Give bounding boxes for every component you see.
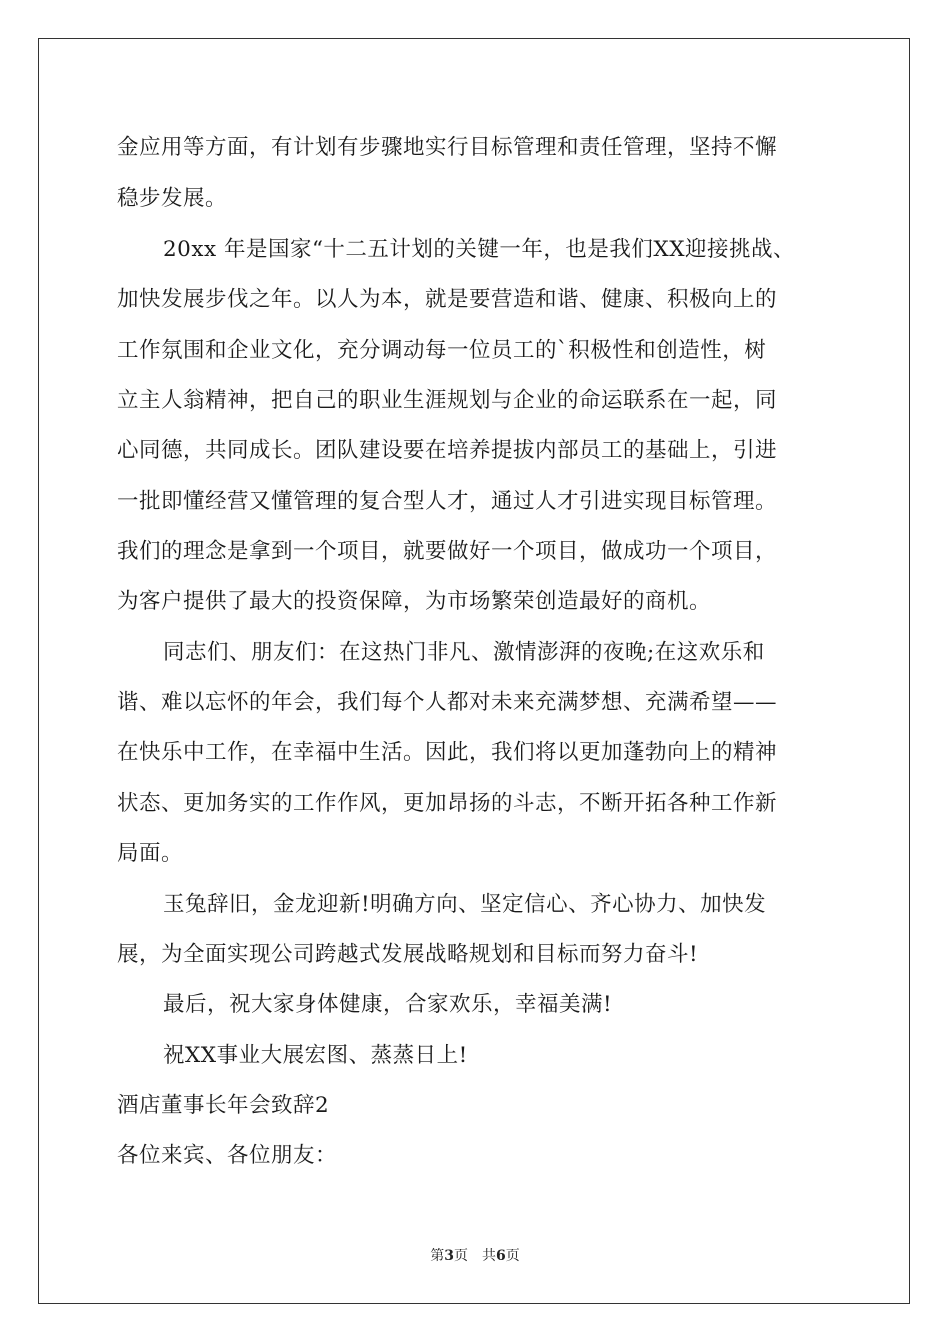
body-line: 为客户提供了最大的投资保障，为市场繁荣创造最好的商机。 — [117, 589, 712, 614]
paragraph-first-line: 玉兔辞旧，金龙迎新!明确方向、坚定信心、齐心协力、加快发 — [163, 892, 767, 917]
section-heading: 酒店董事长年会致辞2 — [117, 1093, 330, 1118]
page-footer — [0, 1245, 950, 1265]
footer-suffix: 页 — [505, 1248, 520, 1264]
footer-prefix: 第 — [430, 1248, 445, 1264]
body-line: 我们的理念是拿到一个项目，就要做好一个项目，做成功一个项目， — [117, 539, 778, 564]
paragraph-first-line: 20xx 年是国家“十二五计划的关键一年，也是我们XX迎接挑战、 — [163, 237, 796, 262]
paragraph-first-line: 同志们、朋友们：在这热门非凡、激情澎湃的夜晚;在这欢乐和 — [163, 640, 765, 665]
body-line: 金应用等方面，有计划有步骤地实行目标管理和责任管理，坚持不懈 — [117, 135, 778, 160]
body-line: 心同德，共同成长。团队建设要在培养提拔内部员工的基础上，引进 — [117, 438, 778, 463]
body-line: 局面。 — [117, 841, 184, 866]
current-page-number: 3 — [444, 1248, 454, 1264]
paragraph-first-line: 最后，祝大家身体健康，合家欢乐，幸福美满! — [163, 992, 613, 1017]
body-line: 谐、难以忘怀的年会，我们每个人都对未来充满梦想、充满希望—— — [117, 690, 778, 715]
paragraph-first-line: 祝XX事业大展宏图、蒸蒸日上! — [163, 1043, 468, 1068]
body-line: 立主人翁精神，把自己的职业生涯规划与企业的命运联系在一起，同 — [117, 388, 778, 413]
body-line: 一批即懂经营又懂管理的复合型人才，通过人才引进实现目标管理。 — [117, 489, 778, 514]
body-line: 展，为全面实现公司跨越式发展战略规划和目标而努力奋斗! — [117, 942, 699, 967]
total-page-count: 6 — [496, 1248, 506, 1264]
footer-mid: 页 共 — [454, 1248, 496, 1264]
salutation: 各位来宾、各位朋友： — [117, 1143, 338, 1168]
body-line: 工作氛围和企业文化，充分调动每一位员工的`积极性和创造性，树 — [117, 338, 767, 363]
body-line: 在快乐中工作，在幸福中生活。因此，我们将以更加蓬勃向上的精神 — [117, 740, 778, 765]
body-line: 加快发展步伐之年。以人为本，就是要营造和谐、健康、积极向上的 — [117, 287, 778, 312]
body-line: 稳步发展。 — [117, 186, 228, 211]
body-line: 状态、更加务实的工作作风，更加昂扬的斗志，不断开拓各种工作新 — [117, 791, 778, 816]
